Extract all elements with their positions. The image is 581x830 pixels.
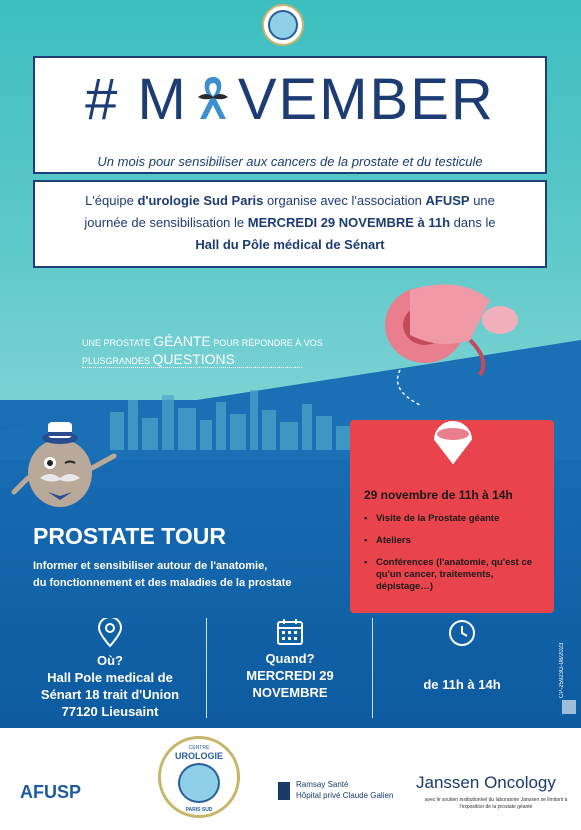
title-prefix: # M <box>85 67 188 132</box>
program-list <box>364 513 544 603</box>
clock-icon <box>447 618 477 648</box>
column-divider <box>206 618 207 718</box>
ribbon-mustache-icon <box>188 73 238 123</box>
when-column <box>220 618 360 701</box>
info-line-3: Hall du Pôle médical de Sénart <box>195 237 385 252</box>
logo-bottom-text: PARIS SUD <box>185 807 213 813</box>
movember-title-box <box>33 56 547 174</box>
janssen-disclaimer: avec le soutien institutionnel du laboratoire Janssen se limitant à l'exposition de la prostate géante <box>424 797 568 810</box>
where-line: Sénart 18 trait d'Union <box>40 687 180 702</box>
tour-sub-line-1: Informer et sensibiliser autour de l'anatomie, <box>33 560 268 572</box>
program-item: • Ateliers <box>364 535 544 547</box>
afusp-logo-text: AFUSP <box>20 782 82 802</box>
tour-sub-line-2: du fonctionnement et des maladies de la prostate <box>33 577 292 589</box>
info-line-1: L'équipe d'urologie Sud Paris organise avec l'association AFUSP une <box>85 193 495 208</box>
when-line: MERCREDI 29 <box>246 668 334 683</box>
urologie-logo-bottom <box>158 736 240 818</box>
time-column <box>382 618 542 693</box>
ramsay-logo-text <box>296 779 393 801</box>
question-line-2: PLUSGRANDES QUESTIONS <box>82 351 235 367</box>
urologie-logo-top <box>262 4 304 46</box>
program-date: 29 novembre de 11h à 14h <box>364 488 513 502</box>
when-line: NOVEMBRE <box>252 685 328 700</box>
event-info-box <box>33 180 547 268</box>
movember-title <box>35 66 545 133</box>
logo-title-text: UROLOGIE <box>174 751 223 761</box>
program-item: • Visite de la Prostate géante <box>364 513 544 525</box>
prostate-mascot-character <box>10 408 120 518</box>
oncology-text: Oncology <box>484 773 556 792</box>
title-suffix: VEMBER <box>237 67 495 132</box>
where-line: 77120 Lieusaint <box>61 704 159 719</box>
where-line: Hall Pole medical de <box>47 670 173 685</box>
giant-prostate-illustration <box>380 280 530 410</box>
ramsay-line-2: Hôpital privé Claude Galien <box>296 791 394 800</box>
ramsay-line-1: Ramsay Santé <box>296 780 349 789</box>
time-label: de 11h à 14h <box>423 677 501 692</box>
prostate-tour-subtitle <box>33 558 292 592</box>
side-reference-code: CP-25923G-08/2023 <box>559 642 565 698</box>
map-marker-shape <box>428 420 478 468</box>
movember-subtitle: Un mois pour sensibiliser aux cancers de la prostate et du testicule <box>97 154 483 169</box>
prostate-tour-title: PROSTATE TOUR <box>33 523 226 549</box>
column-divider <box>372 618 373 718</box>
question-line-1: UNE PROSTATE GÉANTE POUR RÉPONDRE À VOS <box>82 333 323 349</box>
where-label: Où? <box>97 653 123 668</box>
when-label: Quand? <box>265 651 315 666</box>
location-pin-icon <box>97 618 123 648</box>
ramsay-logo-mark <box>278 782 290 800</box>
question-underline <box>82 367 302 368</box>
program-item: • Conférences (l'anatomie, qu'est ce qu'un cancer, traitements, dépistage…) <box>364 557 544 593</box>
janssen-text: Janssen <box>416 773 480 792</box>
logo-centre-text: CENTRE <box>188 745 210 751</box>
info-line-2: journée de sensibilisation le MERCREDI 29 NOVEMBRE à 11h dans le <box>84 215 496 230</box>
calendar-icon <box>276 618 304 646</box>
qr-code-mark <box>562 700 576 714</box>
janssen-logo <box>416 773 556 793</box>
question-text <box>82 333 362 369</box>
where-column <box>22 618 198 720</box>
